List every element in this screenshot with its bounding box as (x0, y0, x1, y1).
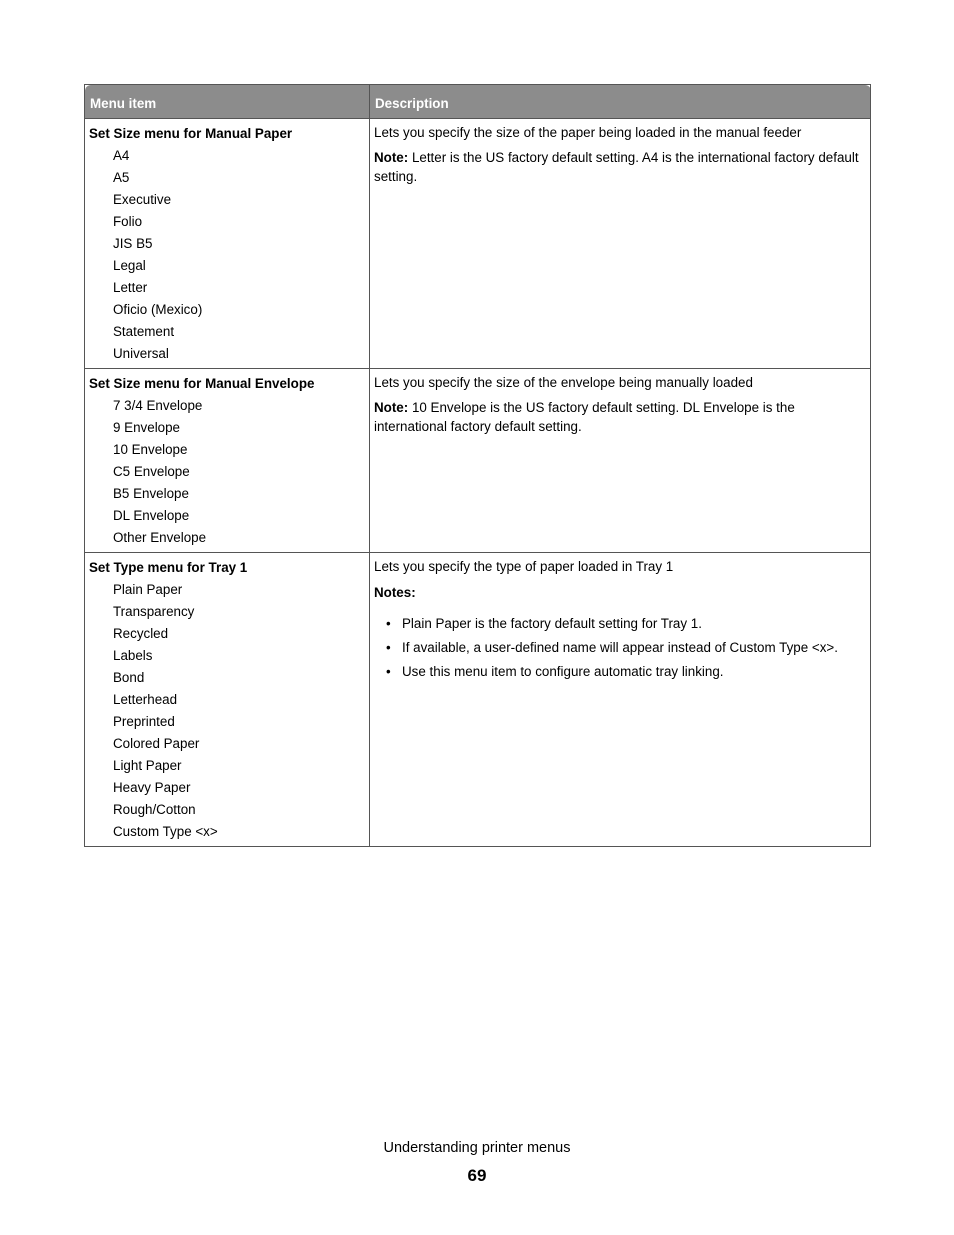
menu-option: Recycled (113, 626, 169, 641)
menu-option: JIS B5 (113, 236, 153, 251)
description-cell (370, 369, 871, 553)
bullet-icon: • (386, 616, 391, 631)
menu-option: Other Envelope (113, 530, 207, 545)
menu-option: 7 3/4 Envelope (113, 398, 203, 413)
menu-option: Executive (113, 192, 172, 207)
note-text: If available, a user-defined name will appear instead of Custom Type <x>. (402, 640, 838, 655)
menu-option: Statement (113, 324, 175, 339)
bullet-icon: • (386, 640, 391, 655)
note-label: Note: (374, 150, 409, 165)
menu-option: Labels (113, 648, 153, 663)
menu-table (84, 84, 871, 847)
page-number: 69 (467, 1166, 487, 1185)
description-text: Lets you specify the type of paper loaded in Tray 1 (374, 559, 674, 574)
note-label: Note: (374, 400, 409, 415)
menu-option: Colored Paper (113, 736, 200, 751)
menu-item-cell (85, 369, 370, 553)
menu-option: Custom Type <x> (113, 824, 218, 839)
description-cell (370, 119, 871, 369)
table-header-row (85, 85, 871, 119)
menu-option: 9 Envelope (113, 420, 181, 435)
menu-option: C5 Envelope (113, 464, 190, 479)
menu-item-title: Set Size menu for Manual Envelope (89, 376, 315, 391)
menu-item-title: Set Size menu for Manual Paper (89, 126, 293, 141)
header-description: Description (370, 85, 871, 119)
menu-option: A4 (113, 148, 130, 163)
menu-option: Transparency (113, 604, 195, 619)
menu-option: Letter (113, 280, 148, 295)
note-text: Use this menu item to configure automatic tray linking. (402, 664, 724, 679)
table-row (85, 553, 871, 847)
note (374, 398, 866, 436)
description-cell (370, 553, 871, 847)
note-text: 10 Envelope is the US factory default setting. DL Envelope is the international factory default setting. (374, 400, 795, 434)
note-text: Plain Paper is the factory default setting for Tray 1. (402, 616, 702, 631)
menu-option: DL Envelope (113, 508, 190, 523)
header-menu-item: Menu item (85, 85, 370, 119)
menu-option: Plain Paper (113, 582, 183, 597)
table-row (85, 369, 871, 553)
menu-option: Universal (113, 346, 169, 361)
notes-list (374, 612, 866, 684)
menu-option: Rough/Cotton (113, 802, 196, 817)
notes-heading: Notes: (374, 585, 416, 600)
menu-option: Oficio (Mexico) (113, 302, 203, 317)
list-item (374, 612, 866, 636)
bullet-icon: • (386, 664, 391, 679)
menu-option: Legal (113, 258, 146, 273)
footer-section-title: Understanding printer menus (383, 1140, 571, 1156)
note (374, 148, 866, 186)
menu-option: Bond (113, 670, 145, 685)
menu-option: Folio (113, 214, 143, 229)
menu-option: B5 Envelope (113, 486, 189, 501)
menu-option: Light Paper (113, 758, 182, 773)
note-text: Letter is the US factory default setting. A4 is the international factory default setting. (374, 150, 859, 184)
table-row (85, 119, 871, 369)
menu-item-cell (85, 553, 370, 847)
list-item (374, 660, 866, 684)
menu-option: Letterhead (113, 692, 178, 707)
description-text: Lets you specify the size of the paper being loaded in the manual feeder (374, 125, 802, 140)
description-text: Lets you specify the size of the envelope being manually loaded (374, 375, 753, 390)
menu-option: 10 Envelope (113, 442, 188, 457)
menu-item-cell (85, 119, 370, 369)
menu-item-title: Set Type menu for Tray 1 (89, 560, 248, 575)
menu-option: Heavy Paper (113, 780, 191, 795)
menu-option: Preprinted (113, 714, 175, 729)
list-item (374, 636, 866, 660)
menu-option: A5 (113, 170, 130, 185)
